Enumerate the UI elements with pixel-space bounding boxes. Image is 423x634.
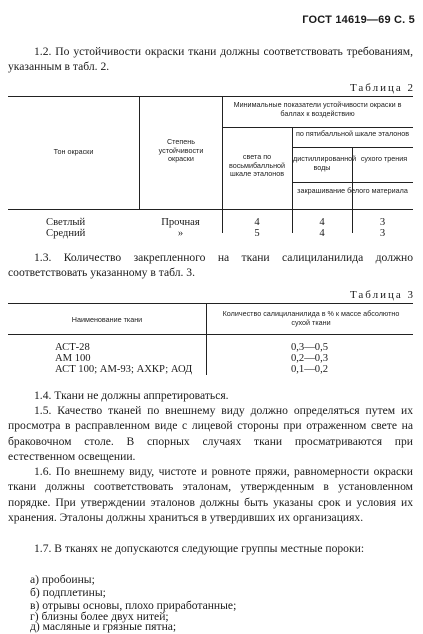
table2-row2-light: 5 — [254, 228, 260, 239]
table2-row1-water: 4 — [319, 217, 325, 228]
table3-header-bottom-rule — [8, 334, 413, 335]
table2-caption: Таблица 2 — [349, 82, 415, 94]
table3-header-name: Наименование ткани — [71, 315, 143, 324]
list-item: а) пробоины; — [30, 573, 95, 586]
table2-group-rule — [222, 127, 413, 128]
table2-vline-1 — [139, 96, 140, 209]
table2-vline-2 — [222, 96, 223, 233]
table2-header-pentascale: по пятибалльной шкале эталонов — [295, 129, 410, 138]
table2-header-tone: Тон окраски — [53, 147, 94, 156]
list-item: г) близны более двух нитей; — [30, 610, 169, 623]
paragraph-1-6: 1.6. По внешнему виду, чистоте и ровноте пряжи, равномерности окраски ткани должны соответствовать эталонам, утвержденным в установленном порядке. При утверждении эталонов должны быть указаны срок и условия их хранения. Эталоны должны храниться в утвердивших их организациях. — [8, 465, 413, 525]
list-item: в) отрывы основы, плохо приработанные; — [30, 599, 237, 612]
table2-row1-light: 4 — [254, 217, 260, 228]
table2-top-rule — [8, 96, 413, 97]
table2-header-degree: Степень устойчивости окраски — [158, 137, 204, 164]
page-header: ГОСТ 14619—69 С. 5 — [302, 14, 415, 26]
table3-row3-name: АСТ 100; АМ-93; АХКР; АОД — [55, 364, 193, 375]
paragraph-1-3: 1.3. Количество закрепленного на ткани салициланилида должно соответствовать указанному в табл. 3. — [8, 251, 413, 280]
table2-row1-rub: 3 — [379, 217, 386, 228]
list-item: б) подплетины; — [30, 586, 106, 599]
table3-row1-value: 0,3—0,5 — [290, 342, 329, 353]
table2-header-light: света по восьмибалльной шкале эталонов — [228, 152, 286, 179]
paragraph-1-7: 1.7. В тканях не допускаются следующие группы местные пороки: — [34, 542, 365, 555]
table2-row2-rub: 3 — [379, 228, 386, 239]
paragraph-1-2: 1.2. По устойчивости окраски ткани должны соответствовать требованиям, указанным в табл. 2. — [8, 45, 413, 74]
table3-row1-name: АСТ-28 — [55, 342, 90, 353]
table2-header-rub: сухого трения — [360, 154, 408, 163]
list-item: д) масляные и грязные пятна; — [30, 620, 177, 633]
table3-row2-value: 0,2—0,3 — [290, 353, 329, 364]
table3-header-amount: Количество салициланилида в % к массе абсолютно сухой ткани — [222, 309, 400, 327]
table2-row2-degree: » — [177, 228, 184, 239]
table3-row3-value: 0,1—0,2 — [290, 364, 329, 375]
table2-row1-tone: Светлый — [46, 217, 86, 228]
paragraph-1-4: 1.4. Ткани не должны аппретироваться. — [34, 389, 229, 402]
table3-caption: Таблица 3 — [349, 289, 415, 301]
table3-top-rule — [8, 303, 413, 304]
table2-header-group: Минимальные показатели устойчивости окраски в баллах к воздействию — [233, 100, 402, 118]
table2-row2-water: 4 — [319, 228, 325, 239]
paragraph-1-5: 1.5. Качество тканей по внешнему виду должно определяться путем их просмотра в расправленном виде с лицевой стороны при отраженном свете на браковочном столе. В спорных случаях ткани просматриваются при естественном освещении. — [8, 404, 413, 464]
table2-row1-degree: Прочная — [161, 217, 200, 228]
table2-header-water: дистиллированной воды — [293, 154, 357, 172]
table3-row2-name: АМ 100 — [55, 353, 91, 364]
table2-row2-tone: Средний — [46, 228, 86, 239]
table2-header-staining: закрашивание белого материала — [297, 186, 408, 195]
